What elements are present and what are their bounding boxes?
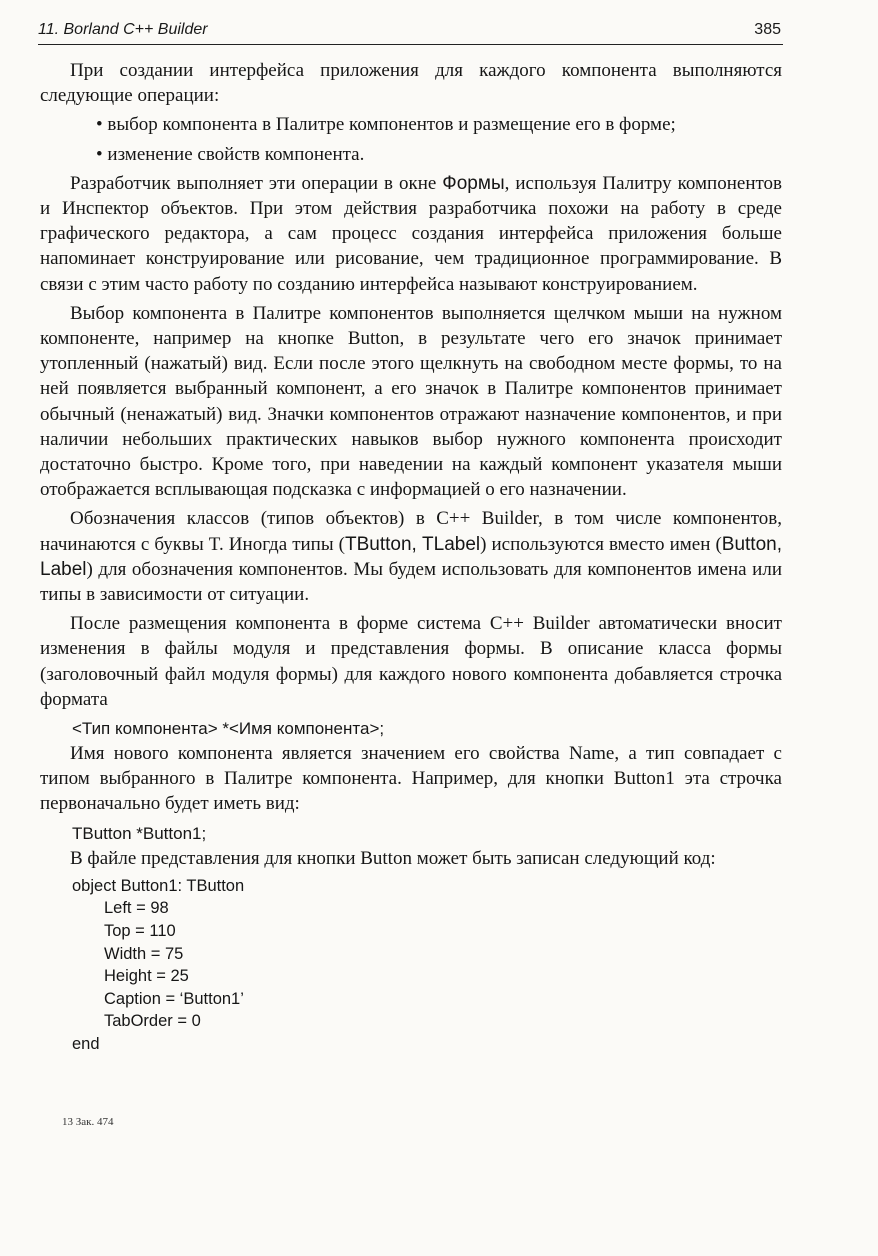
code-line: Caption = ‘Button1’ (104, 989, 244, 1008)
paragraph-class-text-a: Обозначения классов (типов объектов) в C++ Builder, в том числе компонентов, начинаются с буквы T. Иногда типы ( (40, 508, 782, 555)
code-line: Left = 98 (104, 899, 169, 918)
code-line: TabOrder = 0 (104, 1012, 201, 1031)
declaration-line: TButton *Button1; (72, 823, 207, 843)
term-types: TButton, TLabel (344, 533, 481, 555)
page-body (40, 58, 782, 1056)
code-line: Height = 25 (104, 967, 189, 986)
code-line: Top = 110 (104, 922, 176, 941)
chapter-title: 11. Borland C++ Builder (38, 21, 208, 38)
running-header (38, 20, 783, 45)
paragraph-class-names (40, 506, 782, 607)
paragraph-name-property: Имя нового компонента является значением его свойства Name, а тип совпадает с типом выбранного в Палитре компонента. Например, для кнопки Button1 эта строчка первоначально будет иметь вид: (40, 743, 782, 815)
code-line: end (72, 1035, 100, 1054)
paragraph-developer-text-b: , используя Палитру компонентов и Инспектор объектов. При этом действия разработчика похожи на работу в среде графического редактора, а сам процесс создания интерфейса приложения больше напоминает конструирование или рисование, чем традиционное программирование. В связи с этим часто работу по созданию интерфейса называют конструированием. (40, 172, 783, 295)
paragraph-selection: Выбор компонента в Палитре компонентов выполняется щелчком мыши на нужном компоненте, например на кнопке Button, в результате чего его значок принимает утопленный (нажатый) вид. Если после этого щелкнуть на свободном месте формы, то на ней появляется выбранный компонент, а его значок в Палитре компонентов принимает обычный (ненажатый) вид. Значки компонентов отражают назначение компонентов, и при наличии небольших практических навыков выбор нужного компонента происходит достаточно быстро. Кроме того, при наведении на каждый компонент указателя мыши отображается всплывающая подсказка с информацией о его назначении. (40, 302, 782, 501)
paragraph-class-text-c: ) для обозначения компонентов. Мы будем использовать для компонентов имена или типы в зависимости от ситуации. (40, 558, 782, 606)
paragraph-view-file: В файле представления для кнопки Button может быть записан следующий код: (70, 847, 716, 869)
printer-note: 13 Зак. 474 (62, 1116, 114, 1128)
term-names: Button, Label (40, 533, 782, 580)
paragraph-developer (40, 171, 782, 297)
paragraph-developer-text-a: Разработчик выполняет эти операции в окне (70, 172, 443, 194)
paragraph-placement: После размещения компонента в форме система C++ Builder автоматически вносит изменения в файлы модуля и представления формы. В описание класса формы (заголовочный файл модуля формы) для каждого нового компонента добавляется строчка формата (40, 613, 782, 710)
code-line: object Button1: TButton (72, 876, 245, 895)
bullet-item-select: • выбор компонента в Палитре компонентов и размещение его в форме; (96, 114, 676, 136)
term-forms: Формы (442, 172, 505, 194)
code-listing (40, 875, 782, 1056)
format-line: <Тип компонента> *<Имя компонента>; (72, 719, 385, 739)
code-line: Width = 75 (104, 944, 184, 963)
paragraph-class-text-b: ) используются вместо имен ( (480, 533, 722, 555)
paragraph-intro: При создании интерфейса приложения для каждого компонента выполняются следующие операции: (40, 60, 782, 107)
bullet-item-properties: • изменение свойств компонента. (96, 143, 365, 165)
page-number: 385 (754, 21, 781, 38)
